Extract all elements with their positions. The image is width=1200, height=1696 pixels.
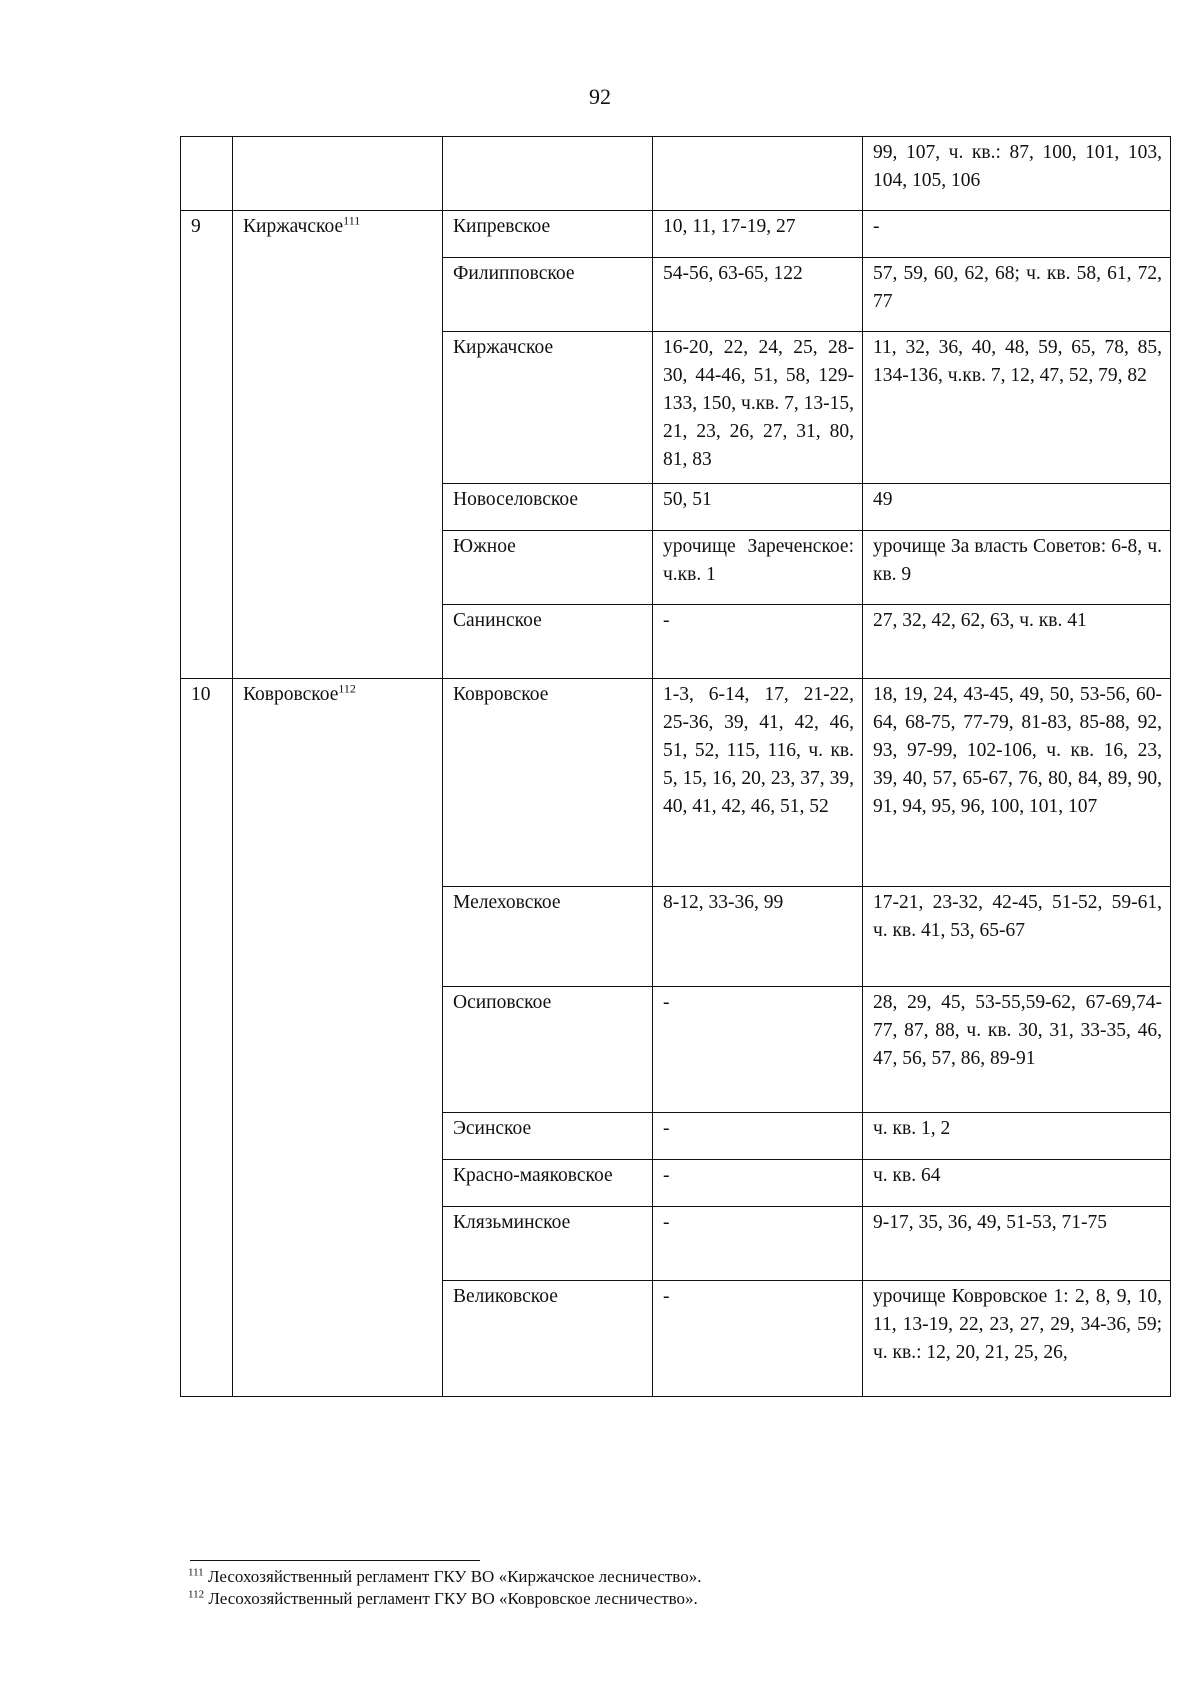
col5-cell: ч. кв. 64	[863, 1160, 1171, 1207]
district-cell: Осиповское	[443, 987, 653, 1113]
footnote-mark: 111	[188, 1566, 204, 1579]
col4-cell: 1-3, 6-14, 17, 21-22, 25-36, 39, 41, 42, 46, 51, 52, 115, 116, ч. кв. 5, 15, 16, 20, 23, 37, 39, 40, 41, 42, 46, 51, 52	[653, 679, 863, 887]
forestry-cell	[233, 137, 443, 211]
col5-cell: урочище За власть Советов: 6-8, ч. кв. 9	[863, 531, 1171, 605]
district-cell	[443, 137, 653, 211]
col5-cell: 27, 32, 42, 62, 63, ч. кв. 41	[863, 605, 1171, 679]
col5-cell: 17-21, 23-32, 42-45, 51-52, 59-61, ч. кв. 41, 53, 65-67	[863, 887, 1171, 987]
district-cell: Киржачское	[443, 332, 653, 484]
col4-cell: -	[653, 1113, 863, 1160]
col5-cell: 99, 107, ч. кв.: 87, 100, 101, 103, 104, 105, 106	[863, 137, 1171, 211]
page-number: 92	[589, 84, 611, 109]
col4-cell: -	[653, 1207, 863, 1281]
row-number-cell: 9	[181, 211, 233, 679]
footnote-ref: 111	[343, 213, 361, 228]
col5-cell: ч. кв. 1, 2	[863, 1113, 1171, 1160]
col4-cell: -	[653, 1281, 863, 1397]
district-cell: Южное	[443, 531, 653, 605]
col4-cell: 8-12, 33-36, 99	[653, 887, 863, 987]
table-row	[181, 211, 1171, 258]
forestry-name: Ковровское	[243, 684, 339, 705]
district-cell: Санинское	[443, 605, 653, 679]
district-cell: Великовское	[443, 1281, 653, 1397]
footnote-mark: 112	[188, 1588, 205, 1601]
footnote-ref: 112	[338, 681, 356, 696]
table-row	[181, 137, 1171, 211]
col4-cell: 50, 51	[653, 484, 863, 531]
footnotes	[188, 1566, 701, 1610]
col5-cell: 9-17, 35, 36, 49, 51-53, 71-75	[863, 1207, 1171, 1281]
col5-cell: 57, 59, 60, 62, 68; ч. кв. 58, 61, 72, 77	[863, 258, 1171, 332]
col4-cell: -	[653, 987, 863, 1113]
district-cell: Ковровское	[443, 679, 653, 887]
col4-cell: 16-20, 22, 24, 25, 28-30, 44-46, 51, 58, 129-133, 150, ч.кв. 7, 13-15, 21, 23, 26, 27, 31, 80, 81, 83	[653, 332, 863, 484]
col5-cell: 18, 19, 24, 43-45, 49, 50, 53-56, 60-64, 68-75, 77-79, 81-83, 85-88, 92, 93, 97-99, 102-106, ч. кв. 16, 23, 39, 40, 57, 65-67, 76, 80, 84, 89, 90, 91, 94, 95, 96, 100, 101, 107	[863, 679, 1171, 887]
col5-cell: 28, 29, 45, 53-55,59-62, 67-69,74-77, 87, 88, ч. кв. 30, 31, 33-35, 46, 47, 56, 57, 86, 89-91	[863, 987, 1171, 1113]
col5-cell: 11, 32, 36, 40, 48, 59, 65, 78, 85, 134-136, ч.кв. 7, 12, 47, 52, 79, 82	[863, 332, 1171, 484]
col4-cell	[653, 137, 863, 211]
forestry-name: Киржачское	[243, 216, 344, 237]
district-cell: Мелеховское	[443, 887, 653, 987]
district-cell: Клязьминское	[443, 1207, 653, 1281]
district-cell: Кипревское	[443, 211, 653, 258]
table-row	[181, 679, 1171, 887]
row-number-cell: 10	[181, 679, 233, 1397]
district-cell: Новоселовское	[443, 484, 653, 531]
col4-cell: 54-56, 63-65, 122	[653, 258, 863, 332]
footnote	[188, 1566, 701, 1588]
forestry-cell	[233, 211, 443, 679]
district-cell: Красно-маяковское	[443, 1160, 653, 1207]
col4-cell: -	[653, 605, 863, 679]
footnote-text: Лесохозяйственный регламент ГКУ ВО «Ковровское лесничество».	[208, 1589, 698, 1608]
col5-cell: -	[863, 211, 1171, 258]
col4-cell: 10, 11, 17-19, 27	[653, 211, 863, 258]
row-number-cell	[181, 137, 233, 211]
forestry-cell	[233, 679, 443, 1397]
forestry-table	[180, 136, 1171, 1397]
col5-cell: 49	[863, 484, 1171, 531]
col4-cell: урочище Зареченское: ч.кв. 1	[653, 531, 863, 605]
footnote-separator	[190, 1560, 480, 1561]
col5-cell: урочище Ковровское 1: 2, 8, 9, 10, 11, 13-19, 22, 23, 27, 29, 34-36, 59; ч. кв.: 12, 20, 21, 25, 26,	[863, 1281, 1171, 1397]
col4-cell: -	[653, 1160, 863, 1207]
district-cell: Эсинское	[443, 1113, 653, 1160]
footnote-text: Лесохозяйственный регламент ГКУ ВО «Киржачское лесничество».	[207, 1567, 702, 1586]
district-cell: Филипповское	[443, 258, 653, 332]
footnote	[188, 1588, 701, 1610]
